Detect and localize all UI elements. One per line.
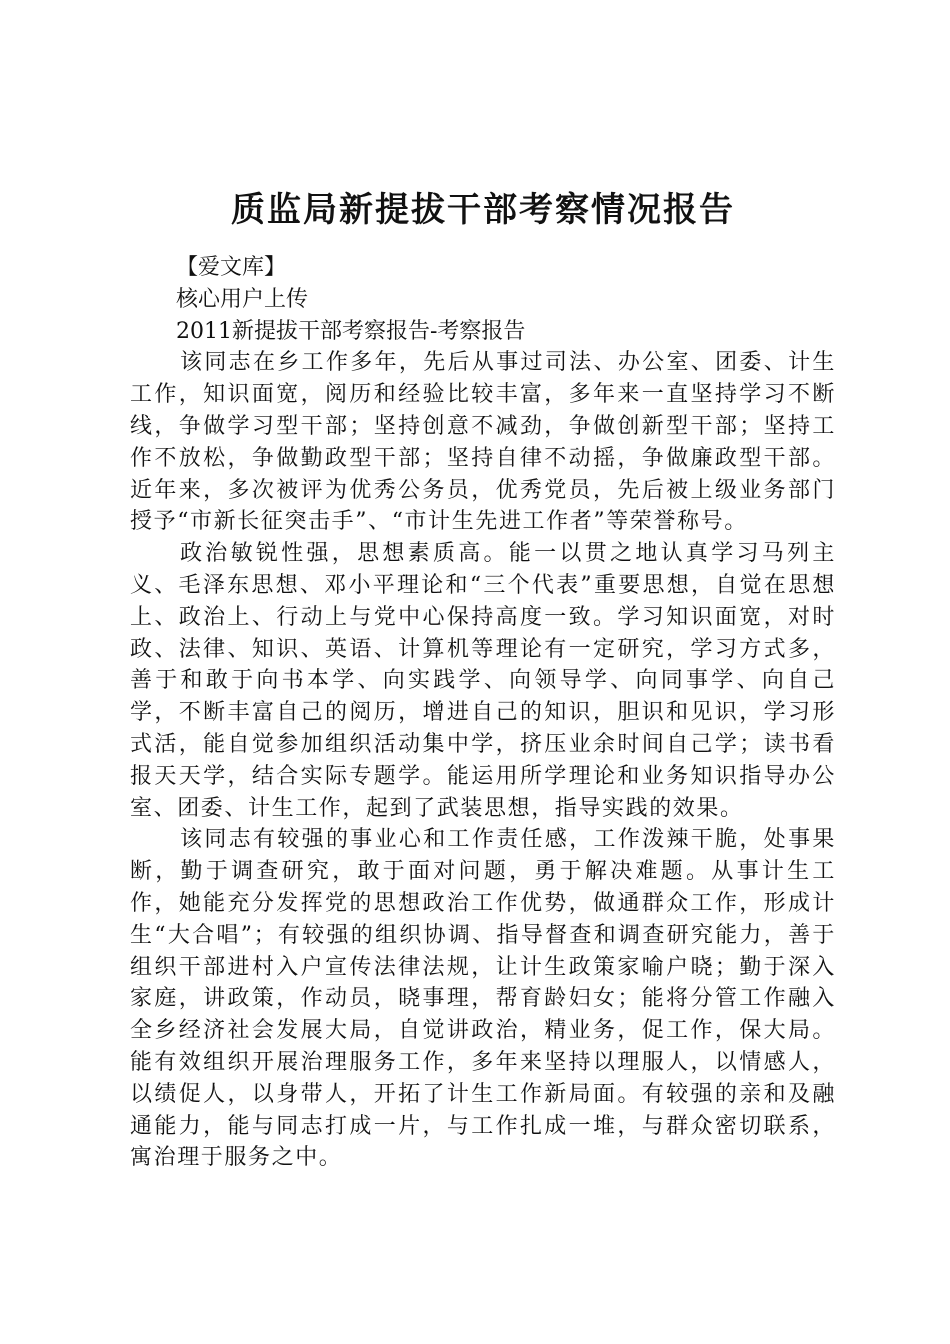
- body-paragraph: 政治敏锐性强，思想素质高。能一以贯之地认真学习马列主义、毛泽东思想、邓小平理论和“三个代表”重要思想，自觉在思想上、政治上、行动上与党中心保持高度一致。学习知识面宽，对时政、法律、知识、英语、计算机等理论有一定研究，学习方式多，善于和敢于向书本学、向实践学、向领导学、向同事学、向自己学，不断丰富自己的阅历，增进自己的知识，胆识和见识，学习形式活，能自觉参加组织活动集中学，挤压业余时间自己学；读书看报天天学，结合实际专题学。能运用所学理论和业务知识指导办公室、团委、计生工作，起到了武装思想，指导实践的效果。: [130, 541, 836, 821]
- source-label: 【爱文库】: [176, 255, 287, 280]
- document-subtitle: 2011新提拔干部考察报告-考察报告: [176, 318, 526, 344]
- document-page: [130, 180, 836, 1174]
- body-paragraph: 该同志在乡工作多年，先后从事过司法、办公室、团委、计生工作，知识面宽，阅历和经验比较丰富，多年来一直坚持学习不断线，争做学习型干部；坚持创意不减劲，争做创新型干部；坚持工作不放松，争做勤政型干部；坚持自律不动摇，争做廉政型干部。近年来，多次被评为优秀公务员，优秀党员，先后被上级业务部门授予“市新长征突击手”、“市计生先进工作者”等荣誉称号。: [130, 350, 836, 535]
- document-title: 质监局新提拔干部考察情况报告: [231, 190, 735, 230]
- uploader-label: 核心用户上传: [176, 286, 309, 312]
- body-paragraph: 该同志有较强的事业心和工作责任感，工作泼辣干脆，处事果断，勤于调查研究，敢于面对问题，勇于解决难题。从事计生工作，她能充分发挥党的思想政治工作优势，做通群众工作，形成计生“大合唱”；有较强的组织协调、指导督查和调查研究能力，善于组织干部进村入户宣传法律法规，让计生政策家喻户晓；勤于深入家庭，讲政策，作动员，晓事理，帮育龄妇女；能将分管工作融入全乡经济社会发展大局，自觉讲政治，精业务，促工作，保大局。能有效组织开展治理服务工作，多年来坚持以理服人，以情感人，以绩促人，以身带人，开拓了计生工作新局面。有较强的亲和及融通能力，能与同志打成一片，与工作扎成一堆，与群众密切联系，寓治理于服务之中。: [130, 827, 836, 1171]
